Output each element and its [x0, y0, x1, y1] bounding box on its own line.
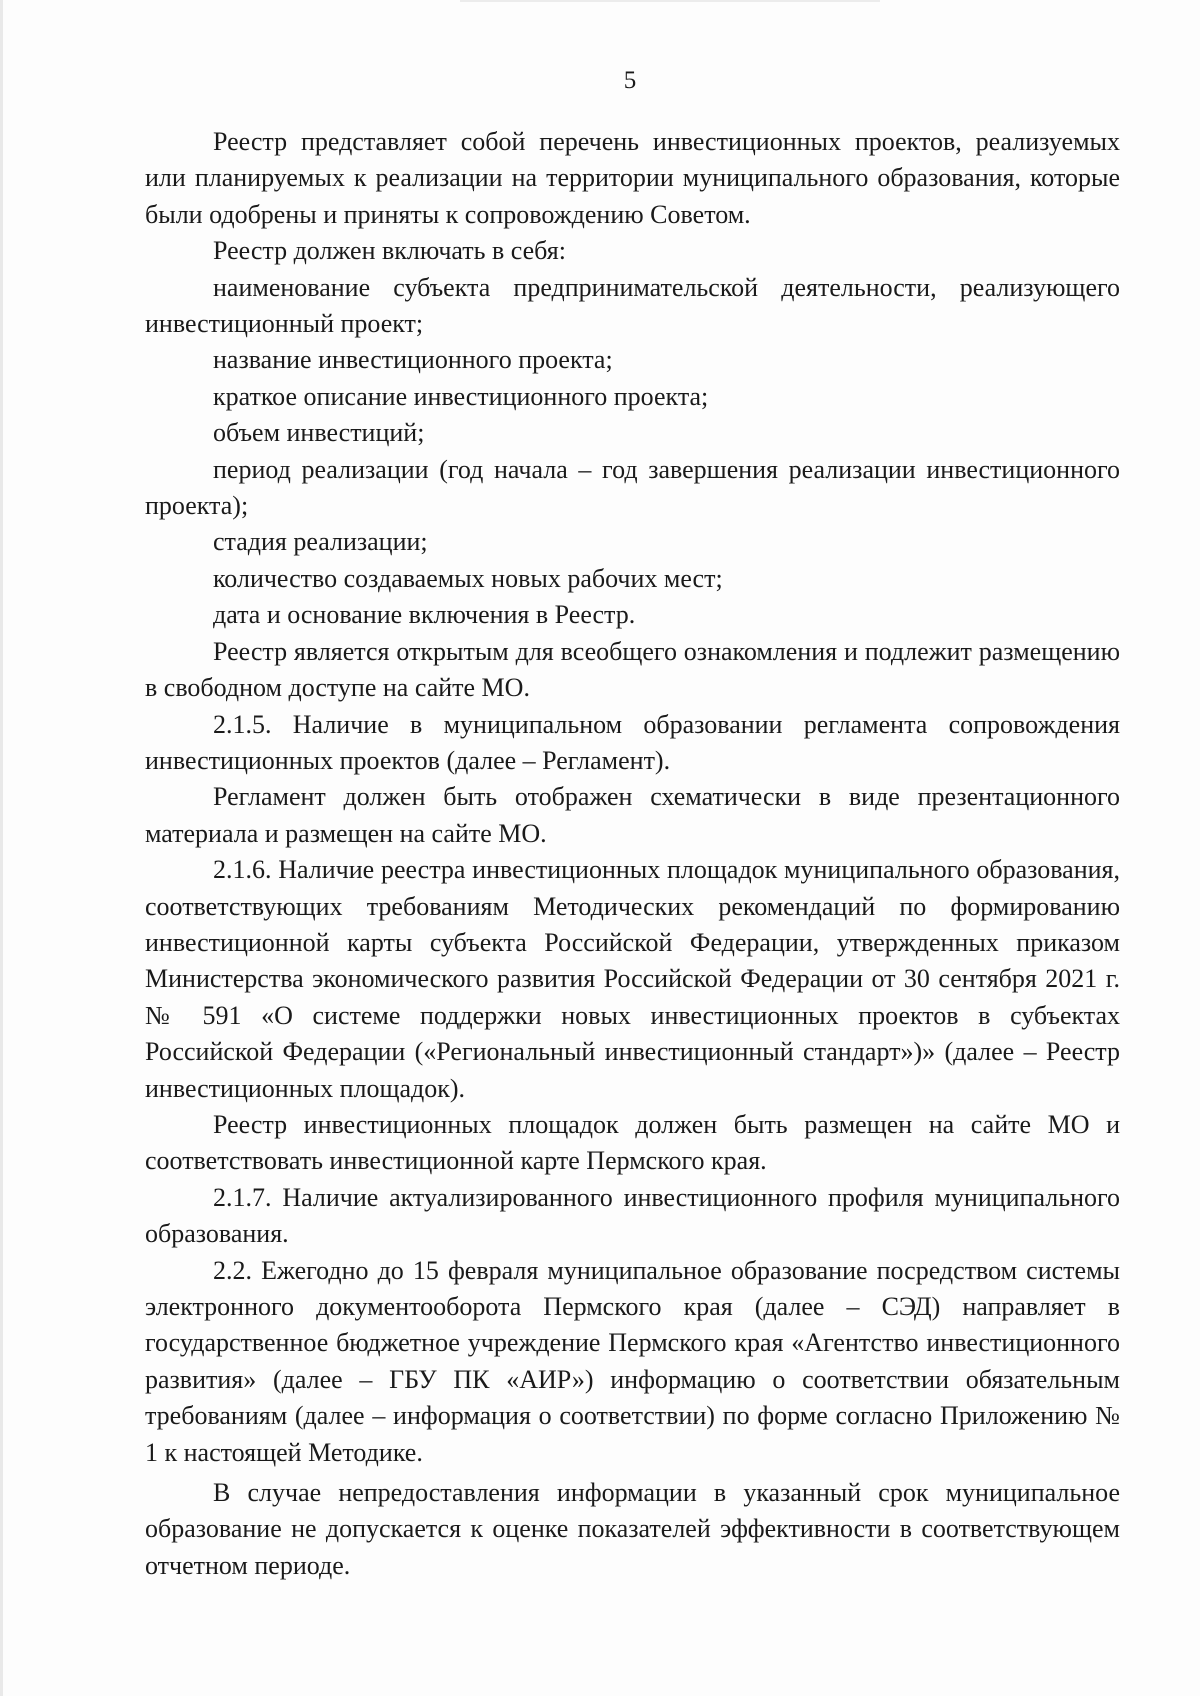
list-item-implementation-period: период реализации (год начала – год завершения реализации инвестиционного проекта); [145, 454, 1120, 521]
list-item-implementation-stage: стадия реализации; [213, 527, 428, 557]
list-item-investment-volume: объем инвестиций; [213, 418, 425, 448]
paragraph-non-submission: В случае непредоставления информации в указанный срок муниципальное образование не допускается к оценке показателей эффективности в соответствующем отчетном периоде. [145, 1478, 1120, 1580]
paragraph-registry-definition: Реестр представляет собой перечень инвестиционных проектов, реализуемых или планируемых к реализации на территории муниципального образования, которые были одобрены и приняты к сопровождению Советом. [145, 127, 1120, 229]
paragraph-registry-includes: Реестр должен включать в себя: [213, 236, 566, 266]
scan-edge-top [460, 0, 880, 2]
document-body [145, 124, 1120, 1584]
page-number: 5 [623, 67, 637, 94]
paragraph-2-1-6: 2.1.6. Наличие реестра инвестиционных площадок муниципального образования, соответствующих требованиям Методических рекомендаций по формированию инвестиционной карты субъекта Российской Федерации, утвержденных приказом Министерства экономического развития Российской Федерации от 30 сентября 2021 г. № 591 «О системе поддержки новых инвестиционных проектов в субъектах Российской Федерации («Региональный инвестиционный стандарт»)» (далее – Реестр инвестиционных площадок). [145, 855, 1120, 1103]
list-item-inclusion-date: дата и основание включения в Реестр. [213, 600, 636, 630]
list-item-project-description: краткое описание инвестиционного проекта; [213, 381, 709, 411]
scan-edge-left [0, 0, 3, 1696]
paragraph-2-1-7: 2.1.7. Наличие актуализированного инвестиционного профиля муниципального образования. [145, 1182, 1120, 1249]
paragraph-regulation-display: Регламент должен быть отображен схематически в виде презентационного материала и размещен на сайте МО. [145, 782, 1120, 848]
list-item-new-jobs: количество создаваемых новых рабочих мест; [213, 563, 723, 593]
list-item-project-title: название инвестиционного проекта; [213, 345, 613, 375]
paragraph-2-1-5: 2.1.5. Наличие в муниципальном образовании регламента сопровождения инвестиционных проектов (далее – Регламент). [145, 709, 1120, 775]
paragraph-2-2: 2.2. Ежегодно до 15 февраля муниципальное образование посредством системы электронного документооборота Пермского края (далее – СЭД) направляет в государственное бюджетное учреждение Пермского края «Агентство инвестиционного развития» (далее – ГБУ ПК «АИР») информацию о соответствии обязательным требованиям (далее – информация о соответствии) по форме согласно Приложению № 1 к настоящей Методике. [145, 1255, 1120, 1467]
paragraph-registry-public: Реестр является открытым для всеобщего ознакомления и подлежит размещению в свободном доступе на сайте МО. [145, 636, 1120, 703]
paragraph-sites-registry: Реестр инвестиционных площадок должен быть размещен на сайте МО и соответствовать инвестиционной карте Пермского края. [145, 1109, 1120, 1176]
list-item-entity-name: наименование субъекта предпринимательской деятельности, реализующего инвестиционный проект; [145, 272, 1120, 339]
